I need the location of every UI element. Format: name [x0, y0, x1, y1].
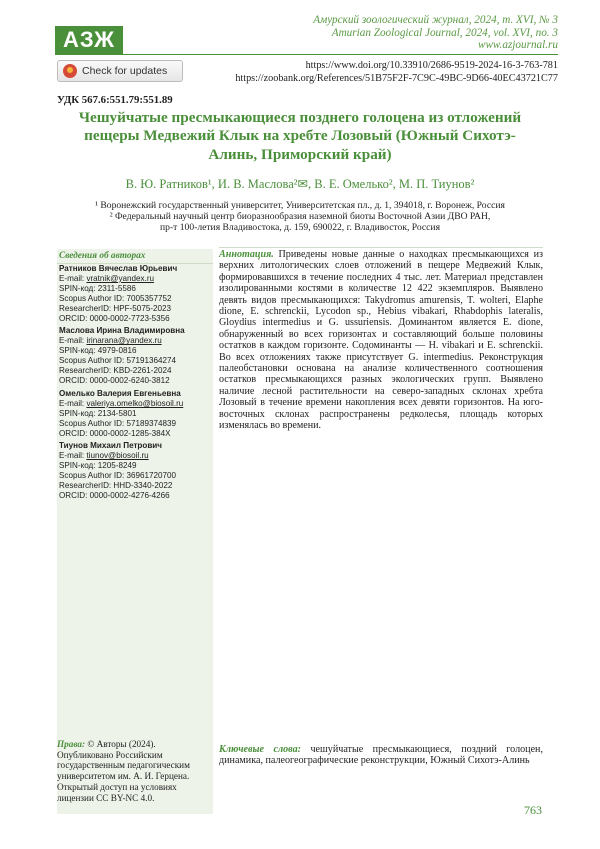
author-id: ResearcherID: KBD-2261-2024 [59, 366, 172, 376]
journal-title-en: Amurian Zoological Journal, 2024, vol. XVI, no. 3 [331, 26, 558, 39]
author-name: Ратников Вячеслав Юрьевич [59, 264, 178, 273]
abstract-text: Приведены новые данные о находках пресмыкающихся из верхних литологических слоев отложений в пещере Медвежий Клык, формировавшихся в течение последних 4 тыс. лет. Материал представлен изолированными костями в количестве 12 422 экземпляров. Выявлено девять видов пресмыкающихся: Takydromus amurensis, T. wolteri, Elaphe dione, E. schrenckii, Lycodon sp., Hebius vibakari, Rhabdophis lateralis, Gloydius intermedius и G. ussuriensis. Доминантом является E. dione, обнаруженный во всех горизонтах и составляющий больше половины остатков в каждом горизонте. Содоминанты — H. vibakari и E. schrenckii. Во всех отложениях также присутствует G. intermedius. Реконструкция палеобстановки основана на анализе количественного соотношения остатков пресмыкающихся разных экологических групп. Выявлено наличие лесной растительности на северо-западных склонах хребта Лозовый в течение времени накопления всех девяти горизонтов. На юго-восточных склонах распространены редколесья, площадь которых изменялась во времени. [219, 249, 543, 432]
email-label: E-mail: [59, 273, 87, 283]
abstract-label: Аннотация. [219, 249, 274, 260]
author-email-line [59, 336, 211, 346]
sidebar-header: Сведения об авторах [57, 249, 213, 264]
article-title: Чешуйчатые пресмыкающиеся позднего голоцена из отложений пещеры Медвежий Клык на хребте Лозовый (Южный Сихотэ-Алинь, Приморский край) [78, 109, 522, 163]
udc-code: УДК 567.6:551.79:551.89 [57, 94, 173, 106]
email-label: E-mail: [59, 451, 87, 461]
author-id: ORCID: 0000-0002-4276-4266 [59, 490, 170, 500]
author-info-block [57, 441, 213, 500]
author-email-link[interactable]: vratnik@yandex.ru [86, 273, 155, 283]
author-id: Scopus Author ID: 36961720700 [59, 471, 176, 481]
email-label: E-mail: [59, 336, 87, 346]
author-email-line [59, 274, 211, 284]
page-number: 763 [524, 803, 542, 817]
author-info-sidebar [57, 249, 213, 814]
rights-text: © Авторы (2024). Опубликовано Российским государственным педагогическим университетом им. А. И. Герцена. Открытый доступ на условиях лицензии CC BY-NC 4.0. [57, 739, 190, 803]
article-identifiers [235, 60, 558, 85]
doi-link[interactable]: https://www.doi.org/10.33910/2686-9519-2024-16-3-763-781 [305, 60, 558, 71]
author-id: SPIN-код: 4979-0816 [59, 346, 137, 356]
author-email-link[interactable]: irinarana@yandex.ru [86, 336, 162, 346]
check-for-updates-button[interactable] [57, 60, 183, 82]
journal-url[interactable]: www.azjournal.ru [478, 39, 558, 51]
author-id: SPIN-код: 2311-5586 [59, 283, 136, 293]
abstract-divider [219, 247, 543, 248]
author-info-block [57, 264, 213, 323]
author-id: ORCID: 0000-0002-7723-5356 [59, 313, 170, 323]
author-id: ResearcherID: HHD-3340-2022 [59, 481, 173, 491]
author-id: Scopus Author ID: 7005357752 [59, 293, 172, 303]
affiliation-2-address: пр-т 100-летия Владивостока, д. 159, 690022, г. Владивосток, Россия [160, 222, 440, 234]
journal-title-ru: Амурский зоологический журнал, 2024, т. XVI, № 3 [313, 14, 558, 26]
affiliation-1: ¹ Воронежский государственный университет, Университетская пл., д. 1, 394018, г. Воронеж, Россия [95, 200, 505, 211]
author-name: Омелько Валерия Евгеньевна [59, 388, 181, 398]
author-id: SPIN-код: 1205-8249 [59, 461, 137, 471]
rights-note [57, 739, 213, 803]
author-info-block [57, 389, 213, 439]
abstract [219, 249, 543, 432]
author-id: ORCID: 0000-0002-1285-384X [59, 428, 171, 438]
author-id: Scopus Author ID: 57189374839 [59, 418, 176, 428]
keywords-text: чешуйчатые пресмыкающиеся, поздний голоцен, динамика, палеогеографические реконструкции, Южный Сихотэ-Алинь [219, 744, 543, 767]
author-email-line [59, 399, 211, 409]
author-id: ResearcherID: HPF-5075-2023 [59, 303, 172, 313]
author-email-link[interactable]: tiunov@biosoil.ru [86, 451, 149, 461]
author-email-line [59, 451, 211, 461]
journal-logo: АЗЖ [55, 26, 123, 54]
keywords-label: Ключевые слова: [219, 744, 302, 755]
author-info-block [57, 326, 213, 385]
check-for-updates-label: Check for updates [82, 65, 168, 77]
author-id: ORCID: 0000-0002-6240-3812 [59, 375, 170, 385]
author-list: В. Ю. Ратников¹, И. В. Маслова²✉, В. Е. Омелько², М. П. Тиунов² [125, 177, 475, 191]
crossmark-icon [63, 64, 77, 78]
affiliations [60, 200, 540, 234]
author-id: Scopus Author ID: 57191364274 [59, 356, 176, 366]
rights-label: Права: [57, 739, 86, 749]
email-label: E-mail: [59, 398, 87, 408]
zoobank-link[interactable]: https://zoobank.org/References/51B75F2F-7C9C-49BC-9D66-40EC43721C77 [235, 72, 558, 84]
author-email-link[interactable]: valeriya.omelko@biosoil.ru [86, 398, 184, 408]
journal-header [198, 14, 558, 52]
author-name: Маслова Ирина Владимировна [59, 326, 185, 336]
header-divider [55, 54, 558, 55]
author-id: SPIN-код: 2134-5801 [59, 408, 137, 418]
author-name: Тиунов Михаил Петрович [59, 441, 162, 451]
affiliation-2: ² Федеральный научный центр биоразнообразия наземной биоты Восточной Азии ДВО РАН, [109, 211, 491, 223]
keywords [219, 744, 543, 767]
